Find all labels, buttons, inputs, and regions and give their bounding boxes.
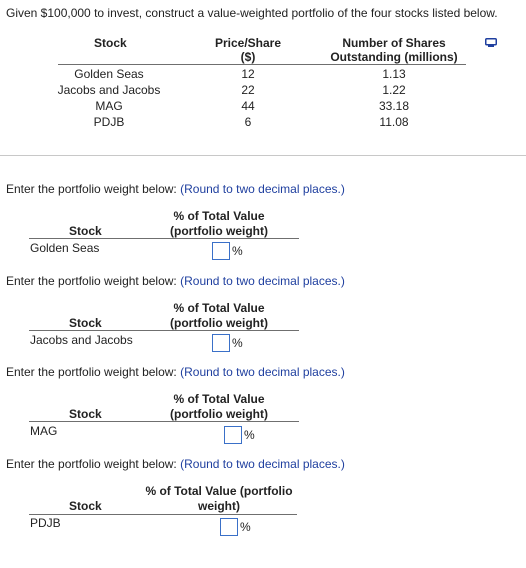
row-stock: MAG xyxy=(95,99,123,113)
rounding-hint: (Round to two decimal places.) xyxy=(180,365,345,379)
percent-sign: % xyxy=(232,336,243,350)
prompt-text: Enter the portfolio weight below: xyxy=(6,365,177,379)
copy-icon[interactable] xyxy=(485,38,497,48)
row-shares: 1.13 xyxy=(382,67,406,81)
header-shares-line1: Number of Shares xyxy=(342,36,446,50)
percent-sign: % xyxy=(244,428,255,442)
portfolio-weight-input-golden-seas[interactable] xyxy=(212,242,230,260)
prompt-line xyxy=(6,457,345,471)
weight-header-line1: % of Total Value xyxy=(173,209,265,223)
row-stock: Golden Seas xyxy=(74,67,144,81)
section-separator xyxy=(0,155,526,156)
rounding-hint: (Round to two decimal places.) xyxy=(180,457,345,471)
percent-sign: % xyxy=(232,244,243,258)
row-price: 12 xyxy=(241,67,255,81)
weight-header-line1: % of Total Value xyxy=(173,301,265,315)
prompt-text: Enter the portfolio weight below: xyxy=(6,182,177,196)
row-stock: Jacobs and Jacobs xyxy=(57,83,161,97)
header-stock: Stock xyxy=(94,36,127,50)
rounding-hint: (Round to two decimal places.) xyxy=(180,182,345,196)
stock-header: Stock xyxy=(69,316,102,330)
header-divider xyxy=(29,238,299,239)
row-shares: 1.22 xyxy=(382,83,406,97)
weight-header-line2: weight) xyxy=(198,499,240,513)
weight-header-line1: % of Total Value (portfolio xyxy=(145,484,293,498)
percent-sign: % xyxy=(240,520,251,534)
stock-name: MAG xyxy=(30,424,58,438)
header-divider xyxy=(58,64,466,65)
row-price: 6 xyxy=(244,115,252,129)
row-shares: 33.18 xyxy=(378,99,410,113)
stock-header: Stock xyxy=(69,499,102,513)
header-shares-line2: Outstanding (millions) xyxy=(330,50,458,64)
stock-name: Golden Seas xyxy=(30,241,100,255)
row-price: 22 xyxy=(241,83,255,97)
prompt-line xyxy=(6,182,345,196)
header-divider xyxy=(29,330,299,331)
header-divider xyxy=(29,421,299,422)
weight-header-line1: % of Total Value xyxy=(173,392,265,406)
portfolio-weight-input-mag[interactable] xyxy=(224,426,242,444)
weight-header-line2: (portfolio weight) xyxy=(170,224,268,238)
portfolio-weight-input-jacobs-and-jacobs[interactable] xyxy=(212,334,230,352)
row-stock: PDJB xyxy=(93,115,125,129)
prompt-line xyxy=(6,365,345,379)
stock-name: PDJB xyxy=(30,516,61,530)
row-price: 44 xyxy=(241,99,255,113)
stock-header: Stock xyxy=(69,224,102,238)
prompt-text: Enter the portfolio weight below: xyxy=(6,274,177,288)
rounding-hint: (Round to two decimal places.) xyxy=(180,274,345,288)
header-price-line2: ($) xyxy=(240,50,256,64)
header-divider xyxy=(29,514,297,515)
weight-header-line2: (portfolio weight) xyxy=(170,316,268,330)
stock-name: Jacobs and Jacobs xyxy=(30,333,133,347)
header-price-line1: Price/Share xyxy=(214,36,282,50)
question-text: Given $100,000 to invest, construct a value-weighted portfolio of the four stocks listed below. xyxy=(6,6,498,20)
portfolio-weight-input-pdjb[interactable] xyxy=(220,518,238,536)
prompt-text: Enter the portfolio weight below: xyxy=(6,457,177,471)
stock-header: Stock xyxy=(69,407,102,421)
weight-header-line2: (portfolio weight) xyxy=(170,407,268,421)
row-shares: 11.08 xyxy=(379,115,409,129)
prompt-line xyxy=(6,274,345,288)
